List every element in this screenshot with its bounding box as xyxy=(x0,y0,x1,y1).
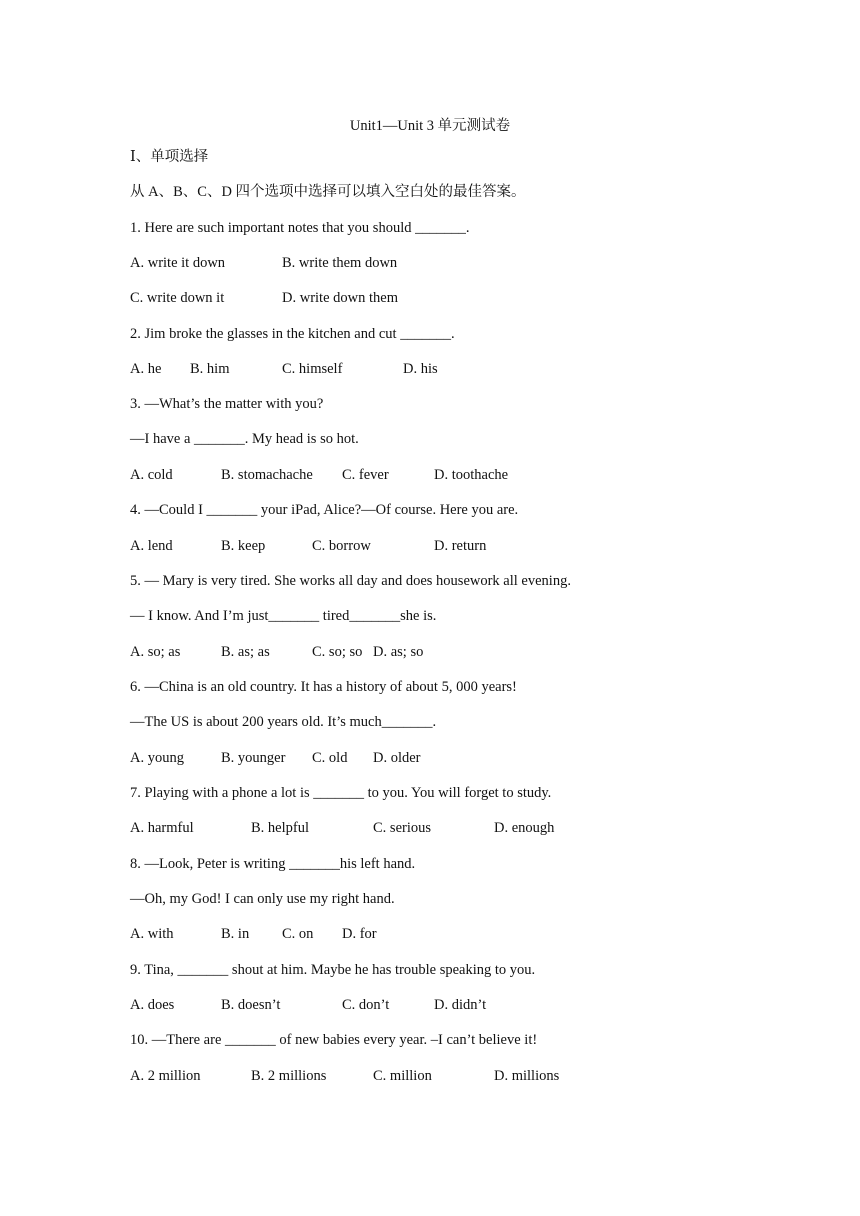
option-d: D. enough xyxy=(494,820,555,836)
option-c: C. old xyxy=(312,750,348,766)
question-6-stem: 6. —China is an old country. It has a history of about 5, 000 years! xyxy=(130,679,517,695)
option-c: C. serious xyxy=(373,820,431,836)
option-d: D. toothache xyxy=(434,467,509,483)
option-b: B. him xyxy=(190,361,230,377)
option-c: C. fever xyxy=(342,467,389,483)
question-7-stem: 7. Playing with a phone a lot is _______ to you. You will forget to study. xyxy=(130,785,552,801)
question-9-stem: 9. Tina, _______ shout at him. Maybe he has trouble speaking to you. xyxy=(130,962,536,978)
option-a: A. with xyxy=(130,926,174,942)
option-c: C. million xyxy=(373,1068,432,1084)
question-10-stem: 10. —There are _______ of new babies every year. –I can’t believe it! xyxy=(130,1032,538,1048)
option-c: C. so; so xyxy=(312,644,363,660)
page-title: Unit1—Unit 3 单元测试卷 xyxy=(349,118,511,134)
question-6-stem-2: —The US is about 200 years old. It’s much_______. xyxy=(130,714,437,730)
option-a: A. he xyxy=(130,361,162,377)
option-a: A. so; as xyxy=(130,644,181,660)
question-1-stem: 1. Here are such important notes that you should _______. xyxy=(130,220,470,236)
option-b: B. younger xyxy=(221,750,286,766)
option-b: B. 2 millions xyxy=(251,1068,327,1084)
option-d: D. millions xyxy=(494,1068,560,1084)
option-c: C. borrow xyxy=(312,538,371,554)
option-c: C. on xyxy=(282,926,314,942)
option-a: A. young xyxy=(130,750,184,766)
option-d: D. return xyxy=(434,538,487,554)
option-d: D. for xyxy=(342,926,377,942)
option-d: D. his xyxy=(403,361,438,377)
option-a: A. write it down xyxy=(130,255,226,271)
question-8-stem-2: —Oh, my God! I can only use my right hand. xyxy=(130,891,395,907)
option-a: A. harmful xyxy=(130,820,194,836)
option-d: D. didn’t xyxy=(434,997,487,1013)
question-5-stem-2: — I know. And I’m just_______ tired_______she is. xyxy=(130,608,437,624)
instruction-text: 从 A、B、C、D 四个选项中选择可以填入空白处的最佳答案。 xyxy=(130,184,526,200)
option-a: A. does xyxy=(130,997,175,1013)
option-d: D. as; so xyxy=(373,644,424,660)
option-b: B. as; as xyxy=(221,644,270,660)
option-b: B. helpful xyxy=(251,820,309,836)
option-d: D. older xyxy=(373,750,421,766)
question-4-stem: 4. —Could I _______ your iPad, Alice?—Of course. Here you are. xyxy=(130,502,519,518)
option-b: B. stomachache xyxy=(221,467,313,483)
question-5-stem: 5. — Mary is very tired. She works all day and does housework all evening. xyxy=(130,573,571,589)
option-c: C. write down it xyxy=(130,290,225,306)
option-c: C. don’t xyxy=(342,997,390,1013)
option-b: B. doesn’t xyxy=(221,997,281,1013)
question-3-stem-2: —I have a _______. My head is so hot. xyxy=(130,431,359,447)
question-3-stem: 3. —What’s the matter with you? xyxy=(130,396,324,412)
option-a: A. cold xyxy=(130,467,173,483)
option-d: D. write down them xyxy=(282,290,398,306)
question-8-stem: 8. —Look, Peter is writing _______his left hand. xyxy=(130,856,416,872)
option-a: A. lend xyxy=(130,538,173,554)
option-b: B. keep xyxy=(221,538,266,554)
option-c: C. himself xyxy=(282,361,343,377)
option-a: A. 2 million xyxy=(130,1068,201,1084)
question-2-stem: 2. Jim broke the glasses in the kitchen and cut _______. xyxy=(130,326,455,342)
option-b: B. write them down xyxy=(282,255,398,271)
option-b: B. in xyxy=(221,926,250,942)
section-heading: Ⅰ、单项选择 xyxy=(130,149,209,165)
